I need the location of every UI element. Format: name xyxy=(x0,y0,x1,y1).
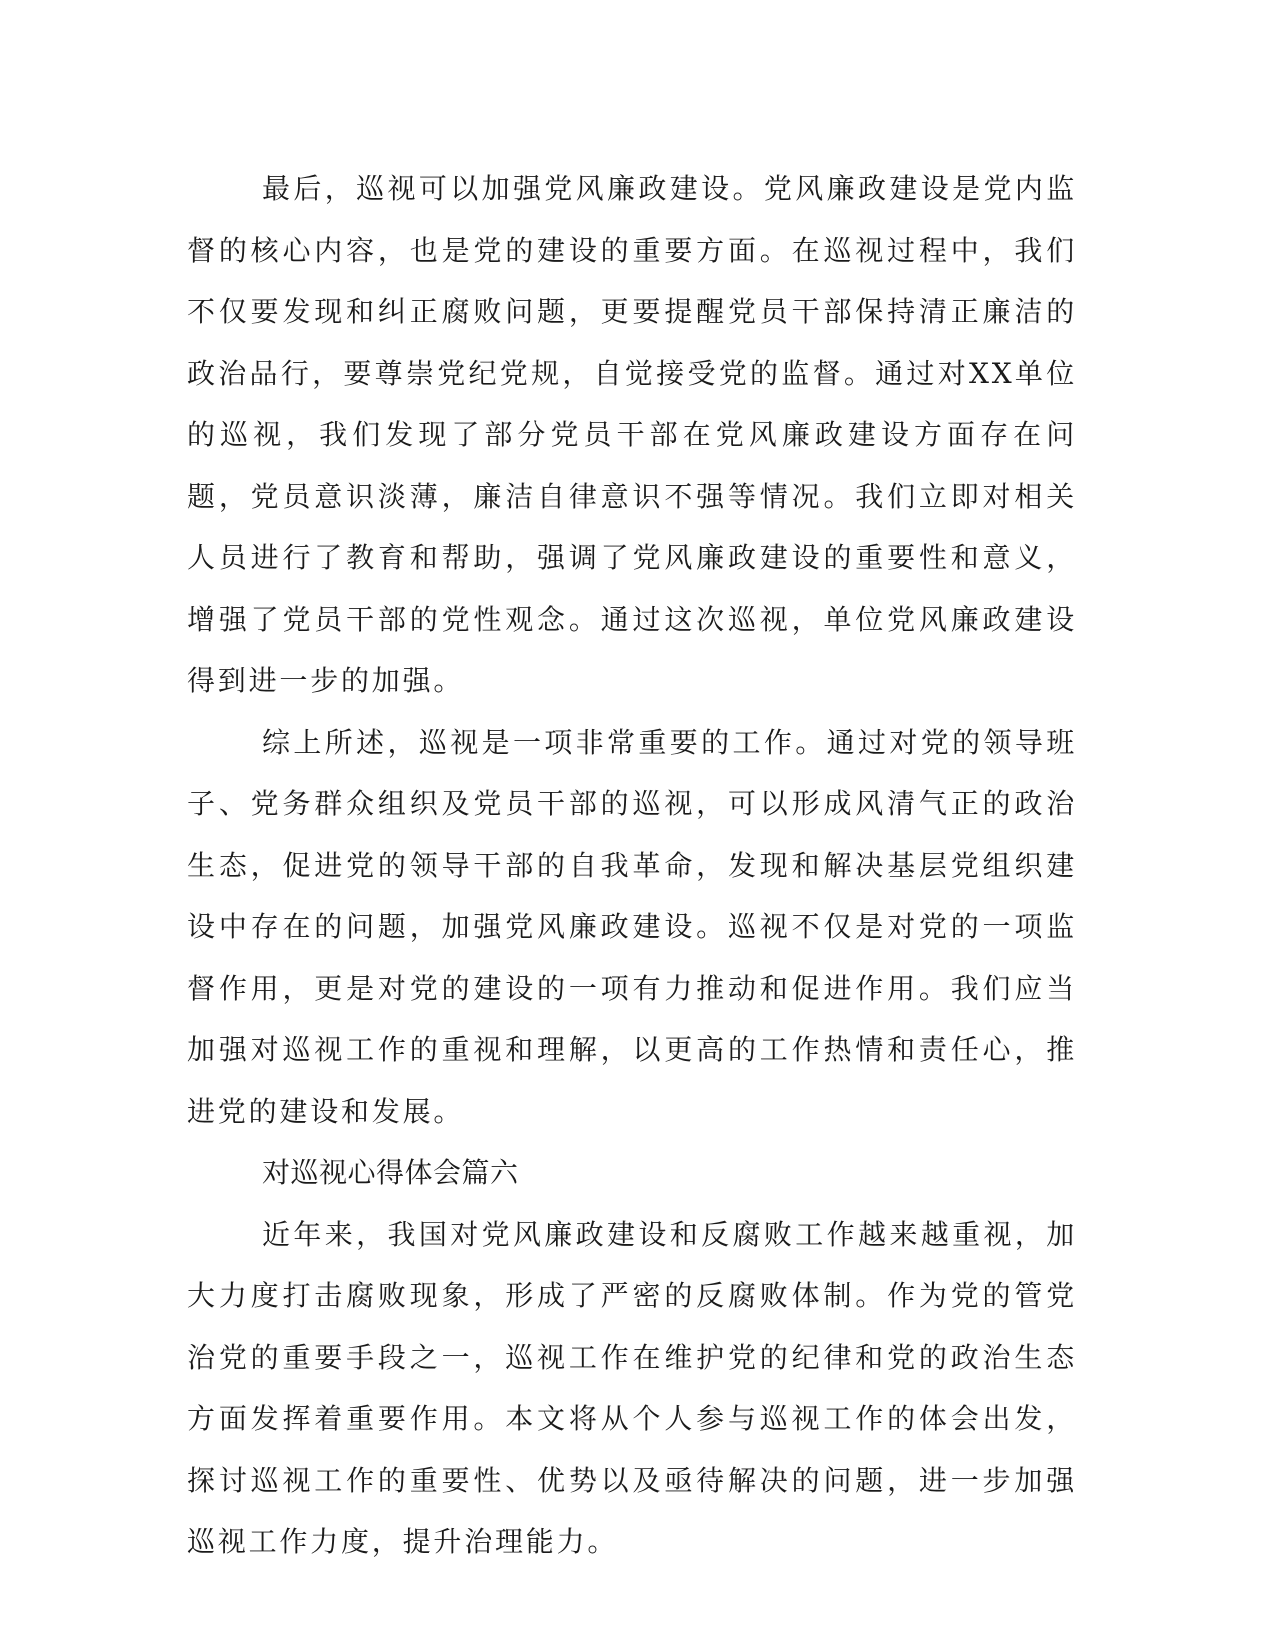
section-heading: 对巡视心得体会篇六 xyxy=(262,1156,519,1189)
document-body xyxy=(187,158,1077,1573)
paragraph-section-intro: 近年来，我国对党风廉政建设和反腐败工作越来越重视，加大力度打击腐败现象，形成了严密的反腐败体制。作为党的管党治党的重要手段之一，巡视工作在维护党的纪律和党的政治生态方面发挥着重要作用。本文将从个人参与巡视工作的体会出发，探讨巡视工作的重要性、优势以及亟待解决的问题，进一步加强巡视工作力度，提升治理能力。 xyxy=(187,1217,1077,1558)
paragraph-summary: 综上所述，巡视是一项非常重要的工作。通过对党的领导班子、党务群众组织及党员干部的巡视，可以形成风清气正的政治生态，促进党的领导干部的自我革命，发现和解决基层党组织建设中存在的问题，加强党风廉政建设。巡视不仅是对党的一项监督作用，更是对党的建设的一项有力推动和促进作用。我们应当加强对巡视工作的重视和理解，以更高的工作热情和责任心，推进党的建设和发展。 xyxy=(187,725,1077,1128)
paragraph-inspection-clean-government: 最后，巡视可以加强党风廉政建设。党风廉政建设是党内监督的核心内容，也是党的建设的重要方面。在巡视过程中，我们不仅要发现和纠正腐败问题，更要提醒党员干部保持清正廉洁的政治品行，要尊崇党纪党规，自觉接受党的监督。通过对XX单位的巡视，我们发现了部分党员干部在党风廉政建设方面存在问题，党员意识淡薄，廉洁自律意识不强等情况。我们立即对相关人员进行了教育和帮助，强调了党风廉政建设的重要性和意义，增强了党员干部的党性观念。通过这次巡视，单位党风廉政建设得到进一步的加强。 xyxy=(187,172,1077,697)
